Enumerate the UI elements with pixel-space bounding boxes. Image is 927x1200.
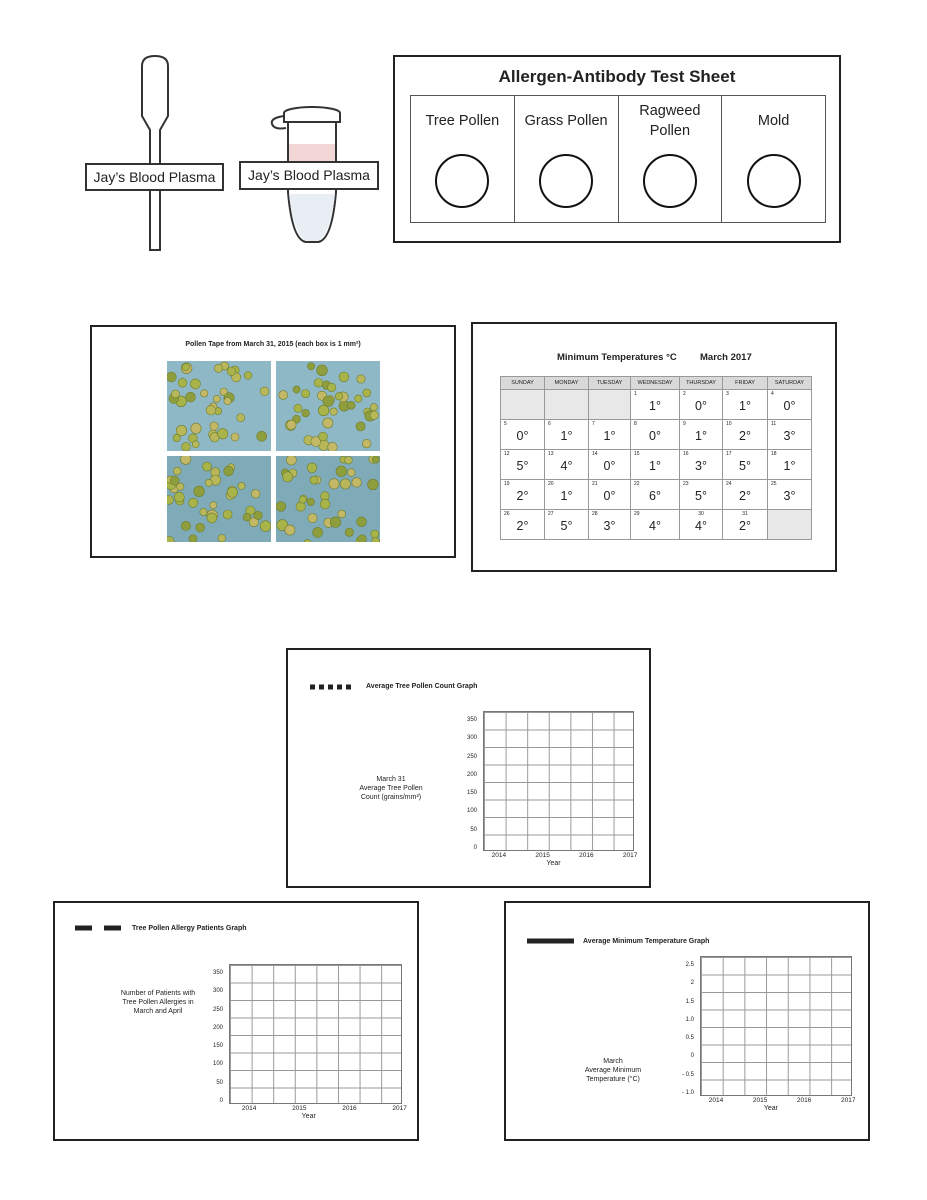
- calendar-temperature: 1°: [649, 459, 661, 473]
- pollen-grain: [177, 483, 184, 490]
- calendar-temperature: 6°: [649, 489, 661, 503]
- calendar-temperature: 1°: [695, 429, 707, 443]
- pollen-grain: [336, 466, 347, 477]
- calendar-temperature: 5°: [516, 459, 529, 473]
- pollen-grain: [224, 397, 231, 404]
- calendar-day-number: 6: [548, 421, 551, 427]
- pipette-illustration: [130, 54, 180, 254]
- pollen-grain: [182, 442, 191, 451]
- calendar-temperature: 2°: [516, 489, 529, 503]
- calendar-temperature: 2°: [739, 519, 751, 533]
- calendar-day-cell: [589, 480, 631, 510]
- calendar-temperature: 4°: [560, 459, 573, 473]
- calendar-weekday-header: FRIDAY: [723, 377, 768, 390]
- calendar-temperature: 1°: [603, 429, 616, 443]
- calendar-day-cell: [501, 420, 545, 450]
- sheet-cell-mold: [722, 96, 825, 222]
- calendar-day-number: 22: [634, 481, 640, 487]
- calendar-day-cell: [545, 480, 589, 510]
- pollen-grain: [174, 492, 184, 502]
- pollen-grain: [338, 510, 346, 518]
- x-axis-label: Year: [301, 1113, 316, 1120]
- calendar-temperature: 1°: [783, 459, 796, 473]
- calendar-day-number: 17: [726, 451, 732, 457]
- calendar-day-cell: [589, 510, 631, 540]
- pollen-grain: [294, 404, 302, 412]
- y-tick-label: 300: [212, 988, 223, 995]
- pollen-grain: [287, 420, 296, 429]
- calendar-day-number: 20: [548, 481, 554, 487]
- pollen-grain: [206, 405, 216, 415]
- pollen-grain: [260, 387, 269, 396]
- pollen-grain: [181, 456, 191, 464]
- y-tick-label: 100: [212, 1061, 223, 1068]
- graph-title: Tree Pollen Allergy Patients Graph: [132, 925, 247, 932]
- calendar-temperature: 0°: [783, 399, 796, 413]
- x-tick-label: 2015: [292, 1105, 307, 1112]
- graph-title: Average Minimum Temperature Graph: [583, 938, 710, 945]
- pollen-grain: [319, 432, 328, 441]
- pollen-grain: [244, 372, 252, 380]
- calendar-day-cell: [545, 420, 589, 450]
- pollen-micrograph-2: [276, 361, 380, 451]
- calendar-weekday-header: THURSDAY: [680, 377, 723, 390]
- calendar-day-number: 23: [683, 481, 689, 487]
- test-well-circle: [435, 154, 489, 208]
- calendar-day-cell: [501, 450, 545, 480]
- graph-grid: [700, 956, 852, 1096]
- solid-line-legend: [526, 938, 576, 944]
- calendar-day-number: 5: [504, 421, 507, 427]
- pollen-tape-panel: [90, 325, 456, 558]
- pollen-grain: [171, 390, 179, 398]
- pollen-grain: [310, 476, 318, 484]
- y-tick-label: 300: [466, 735, 477, 742]
- calendar-day-number: 14: [592, 451, 598, 457]
- calendar-day-number: 18: [771, 451, 777, 457]
- pollen-grain: [227, 367, 236, 376]
- pollen-grain: [167, 496, 173, 505]
- y-tick-label: 0: [473, 845, 477, 851]
- pollen-grain: [340, 479, 350, 489]
- calendar-day-number: 4: [771, 391, 774, 397]
- graph-y-axis-label: March Average Minimum Temperature (°C): [584, 1058, 642, 1083]
- calendar-temperature: 0°: [603, 489, 616, 503]
- pollen-grain: [276, 502, 286, 512]
- y-tick-label: 250: [466, 753, 477, 760]
- calendar-temperature: 0°: [649, 429, 661, 443]
- calendar-day-cell: [501, 510, 545, 540]
- graph-title: Average Tree Pollen Count Graph: [366, 683, 478, 690]
- pollen-grain: [181, 521, 190, 530]
- calendar-day-cell: [723, 450, 768, 480]
- pollen-grain: [358, 535, 367, 542]
- y-tick-label: 1.0: [685, 1016, 694, 1023]
- pollen-grain: [178, 378, 187, 387]
- calendar-week-row: [501, 450, 812, 480]
- graph-grid: [483, 711, 634, 851]
- calendar-temperature: 2°: [516, 519, 529, 533]
- test-well-circle: [643, 154, 697, 208]
- calendar-day-number: 13: [548, 451, 554, 457]
- calendar-day-cell: [768, 390, 812, 420]
- calendar-weekday-header: TUESDAY: [589, 377, 631, 390]
- calendar-day-number: 10: [726, 421, 732, 427]
- calendar-weekday-header: MONDAY: [545, 377, 589, 390]
- pollen-grain: [372, 456, 379, 463]
- calendar-day-cell: [545, 510, 589, 540]
- sheet-cell-tree-pollen: [411, 96, 515, 222]
- x-tick-label: 2014: [491, 852, 507, 859]
- calendar-day-number: 9: [683, 421, 686, 427]
- calendar-weekday-header: WEDNESDAY: [631, 377, 680, 390]
- y-tick-label: 250: [212, 1006, 223, 1013]
- calendar-temperature: 1°: [560, 429, 573, 443]
- y-tick-label: 100: [466, 808, 477, 815]
- pollen-grain: [192, 441, 199, 448]
- calendar-temperature: 2°: [739, 489, 751, 503]
- pollen-grain: [238, 482, 245, 489]
- calendar-day-cell: [501, 480, 545, 510]
- calendar-day-number: 11: [771, 421, 777, 427]
- sheet-grid: [410, 95, 826, 223]
- pollen-micrograph-3: [167, 456, 271, 542]
- pollen-grain: [207, 513, 217, 523]
- pollen-grain: [370, 404, 377, 411]
- calendar-day-cell: [545, 450, 589, 480]
- calendar-day-number: 31: [742, 511, 748, 517]
- pollen-grain: [330, 517, 341, 528]
- y-tick-label: 50: [216, 1079, 223, 1086]
- x-tick-label: 2014: [708, 1097, 724, 1104]
- y-tick-label: 350: [466, 717, 477, 723]
- calendar-day-cell: [768, 450, 812, 480]
- pollen-grain: [173, 434, 180, 441]
- calendar-temperature: 3°: [783, 489, 796, 503]
- pollen-grain: [293, 386, 300, 393]
- pollen-grain: [286, 456, 296, 465]
- calendar-day-number: 1: [634, 391, 637, 397]
- y-tick-label: 150: [466, 790, 477, 797]
- calendar-day-cell: [723, 480, 768, 510]
- pollen-grain: [257, 431, 267, 441]
- allergen-test-sheet: [393, 55, 841, 243]
- calendar-day-cell: [545, 390, 589, 420]
- pollen-grain: [285, 525, 295, 535]
- pollen-micrograph-4: [276, 456, 380, 542]
- calendar-day-number: 28: [592, 511, 598, 517]
- calendar-temperature: 1°: [739, 399, 751, 413]
- sheet-cell-label: Tree Pollen: [425, 113, 500, 129]
- pollen-grain: [251, 490, 260, 499]
- calendar-day-number: 16: [683, 451, 689, 457]
- calendar-day-cell: [589, 450, 631, 480]
- y-tick-label: 350: [212, 970, 223, 976]
- calendar-temperature: 3°: [603, 519, 616, 533]
- calendar-day-cell: [501, 390, 545, 420]
- pollen-grain: [223, 510, 232, 519]
- pollen-grain: [317, 365, 328, 376]
- pollen-grain: [173, 467, 181, 475]
- y-tick-label: 200: [466, 771, 477, 778]
- pollen-grain: [186, 392, 196, 402]
- calendar-day-cell: [723, 420, 768, 450]
- allergy-patients-graph-panel: [53, 901, 419, 1141]
- pollen-grain: [210, 422, 218, 430]
- pollen-grain: [368, 479, 379, 490]
- calendar-day-cell: [768, 510, 812, 540]
- calendar-day-cell: [680, 420, 723, 450]
- pollen-grain: [203, 462, 212, 471]
- x-tick-label: 2017: [840, 1097, 856, 1104]
- x-tick-label: 2016: [579, 852, 594, 859]
- calendar-title: Minimum Temperatures °C: [557, 352, 677, 363]
- calendar-day-number: 29: [634, 511, 640, 517]
- y-tick-label: - 0.5: [681, 1071, 694, 1078]
- pollen-grain: [302, 409, 310, 417]
- pollen-count-graph-panel: [286, 648, 651, 888]
- calendar-day-number: 12: [504, 451, 510, 457]
- pollen-grain: [308, 363, 315, 370]
- pollen-grain: [227, 487, 237, 497]
- calendar-temperature: 1°: [649, 399, 661, 413]
- calendar-day-cell: [768, 480, 812, 510]
- calendar-day-number: 26: [504, 511, 510, 517]
- pollen-grain: [279, 391, 288, 400]
- pollen-grain: [299, 496, 306, 503]
- pollen-grain: [254, 511, 262, 519]
- pollen-grain: [200, 508, 207, 515]
- calendar-day-cell: [680, 510, 723, 540]
- pollen-grain: [201, 390, 208, 397]
- pollen-grain: [213, 395, 220, 402]
- calendar-month: March 2017: [700, 352, 752, 363]
- x-axis-label: Year: [546, 860, 561, 867]
- pollen-micrograph-1: [167, 361, 271, 451]
- test-well-circle: [539, 154, 593, 208]
- pollen-grain: [210, 502, 217, 509]
- calendar-week-row: [501, 420, 812, 450]
- calendar-day-cell: [589, 420, 631, 450]
- y-tick-label: 0: [219, 1098, 223, 1104]
- pollen-grain: [356, 422, 365, 431]
- pollen-grain: [370, 411, 378, 419]
- calendar-temperature: 5°: [560, 519, 573, 533]
- pollen-grain: [318, 405, 329, 416]
- pollen-grain: [335, 393, 342, 400]
- pollen-grain: [302, 390, 310, 398]
- calendar-day-number: 7: [592, 421, 595, 427]
- pollen-grain: [243, 513, 251, 521]
- tube-label: Jay’s Blood Plasma: [239, 161, 379, 190]
- calendar-day-number: 15: [634, 451, 640, 457]
- pollen-grain: [283, 472, 293, 482]
- y-tick-label: 200: [212, 1024, 223, 1031]
- pollen-grain: [345, 456, 353, 464]
- calendar-temperature: 2°: [739, 429, 751, 443]
- calendar-temperature: 0°: [603, 459, 616, 473]
- calendar-day-cell: [589, 390, 631, 420]
- dotted-line-legend: [309, 684, 353, 690]
- pollen-grain: [307, 498, 314, 505]
- calendar-week-row: [501, 390, 812, 420]
- x-axis-label: Year: [763, 1105, 778, 1112]
- pollen-grain: [339, 372, 349, 382]
- calendar-day-cell: [680, 480, 723, 510]
- calendar-weekday-header: SUNDAY: [501, 377, 545, 390]
- pollen-grain: [182, 363, 189, 370]
- pollen-grain: [231, 433, 239, 441]
- y-tick-label: 1.5: [685, 998, 694, 1005]
- x-tick-label: 2016: [342, 1105, 357, 1112]
- calendar-day-cell: [631, 450, 680, 480]
- pollen-grain: [348, 469, 356, 477]
- calendar-temperature: 4°: [649, 519, 661, 533]
- temperature-calendar-panel: [471, 322, 837, 572]
- calendar-temperature: 4°: [695, 519, 707, 533]
- sheet-cell-ragweed-pollen: [619, 96, 723, 222]
- dashed-line-legend: [74, 925, 124, 931]
- x-tick-label: 2016: [796, 1097, 812, 1104]
- pollen-grain: [357, 517, 367, 527]
- graph-y-axis-label: Number of Patients with Tree Pollen Allergies in March and April: [120, 990, 196, 1015]
- pollen-grain: [345, 528, 353, 536]
- pollen-grain: [313, 527, 323, 537]
- calendar-day-number: 3: [726, 391, 729, 397]
- x-tick-label: 2017: [392, 1105, 407, 1112]
- y-tick-label: 150: [212, 1043, 223, 1050]
- calendar-day-number: 19: [504, 481, 510, 487]
- y-tick-label: 0.5: [685, 1035, 694, 1042]
- sheet-cell-label: Grass Pollen: [524, 113, 608, 129]
- pollen-grain: [190, 379, 200, 389]
- pollen-grain: [189, 535, 197, 542]
- calendar-temperature: 3°: [695, 459, 707, 473]
- y-tick-label: 2: [690, 980, 694, 987]
- calendar-temperature: 1°: [560, 489, 573, 503]
- calendar-day-number: 8: [634, 421, 637, 427]
- pollen-grain: [314, 379, 323, 388]
- sheet-cell-grass-pollen: [515, 96, 619, 222]
- calendar-day-cell: [631, 390, 680, 420]
- calendar-day-cell: [723, 510, 768, 540]
- pollen-grain: [214, 364, 222, 372]
- calendar-week-row: [501, 480, 812, 510]
- calendar-day-number: 24: [726, 481, 732, 487]
- pollen-grain: [307, 463, 317, 473]
- pollen-grain: [362, 439, 371, 448]
- pollen-grain: [355, 395, 362, 402]
- calendar-day-number: 2: [683, 391, 686, 397]
- pollen-grain: [308, 514, 317, 523]
- pollen-grain: [347, 401, 355, 409]
- calendar-temperature: 5°: [695, 489, 707, 503]
- sheet-cell-label: Mold: [757, 113, 790, 129]
- pollen-grain: [352, 478, 362, 488]
- pollen-grain: [194, 486, 205, 497]
- calendar-temperature: 0°: [695, 399, 707, 413]
- pollen-grain: [237, 414, 245, 422]
- calendar-day-number: 25: [771, 481, 777, 487]
- pollen-grain: [328, 383, 336, 391]
- calendar-weekday-header: SATURDAY: [768, 377, 812, 390]
- pollen-grain: [218, 429, 228, 439]
- pollen-grain: [323, 418, 333, 428]
- pollen-grain: [371, 530, 379, 538]
- pollen-grain: [224, 466, 234, 476]
- pollen-tape-title: Pollen Tape from March 31, 2015 (each box is 1 mm²): [185, 341, 361, 348]
- graph-grid: [229, 964, 402, 1104]
- calendar-table: [500, 376, 812, 540]
- y-tick-label: 50: [470, 826, 477, 833]
- calendar-day-cell: [680, 450, 723, 480]
- x-tick-label: 2014: [241, 1105, 257, 1112]
- sheet-title: Allergen-Antibody Test Sheet: [498, 67, 736, 86]
- sheet-cell-label: Ragweed Pollen: [639, 103, 701, 139]
- calendar-day-cell: [631, 510, 680, 540]
- pollen-grain: [363, 389, 371, 397]
- pollen-grain: [357, 375, 365, 383]
- y-tick-label: 0: [690, 1053, 694, 1060]
- calendar-day-cell: [631, 480, 680, 510]
- y-tick-label: - 1.0: [681, 1090, 694, 1096]
- calendar-day-cell: [680, 390, 723, 420]
- x-tick-label: 2015: [752, 1097, 768, 1104]
- pollen-grain: [320, 499, 330, 509]
- calendar-day-number: 30: [698, 511, 704, 517]
- graph-y-axis-label: March 31 Average Tree Pollen Count (grains/mm²): [359, 776, 423, 801]
- x-tick-label: 2017: [622, 852, 638, 859]
- x-tick-label: 2015: [535, 852, 550, 859]
- calendar-day-cell: [768, 420, 812, 450]
- pollen-grain: [189, 498, 198, 507]
- calendar-temperature: 5°: [739, 459, 751, 473]
- calendar-day-number: 27: [548, 511, 554, 517]
- pipette-label: Jay’s Blood Plasma: [85, 163, 224, 191]
- pollen-grain: [330, 408, 337, 415]
- pollen-grain: [218, 535, 225, 542]
- calendar-temperature: 0°: [516, 429, 529, 443]
- y-tick-label: 2.5: [685, 962, 694, 968]
- pollen-grain: [167, 372, 176, 382]
- pollen-grain: [329, 479, 339, 489]
- pollen-grain: [328, 442, 338, 451]
- calendar-week-row: [501, 510, 812, 540]
- test-well-circle: [747, 154, 801, 208]
- pollen-grain: [260, 521, 271, 532]
- calendar-day-cell: [631, 420, 680, 450]
- pollen-grain: [196, 523, 205, 532]
- calendar-day-number: 21: [592, 481, 598, 487]
- min-temperature-graph-panel: [504, 901, 870, 1141]
- pollen-grain: [205, 479, 212, 486]
- pollen-grain: [191, 423, 201, 433]
- calendar-temperature: 3°: [783, 429, 796, 443]
- calendar-day-cell: [723, 390, 768, 420]
